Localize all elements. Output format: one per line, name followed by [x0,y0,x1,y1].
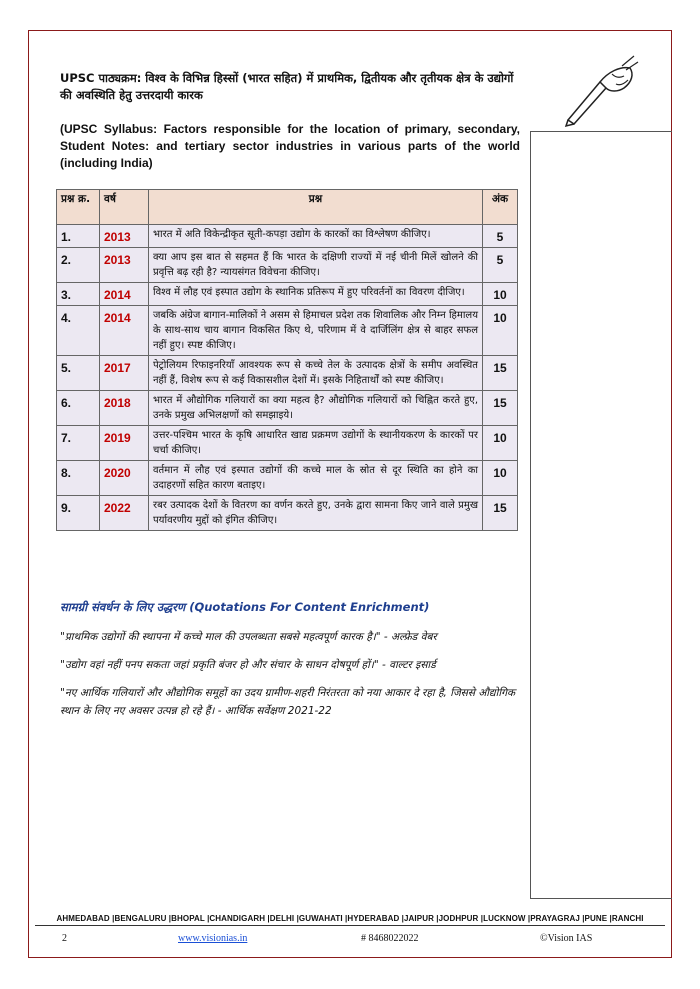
row-number: 8. [57,461,100,496]
pen-in-hand-icon [560,48,640,128]
website-link[interactable]: www.visionias.in [178,933,248,944]
row-question: जबकि अंग्रेज बागान-मालिकों ने असम से हिमाचल प्रदेश तक शिवालिक और निम्न हिमालय के साथ-साथ चाय बागान विकसित किए थे, परिणाम में वे दार्जिलिंग क्षेत्र से बाहर सफल नहीं हुए। स्पष्ट कीजिए। [149,306,483,356]
row-year: 2018 [100,391,149,426]
row-question: क्या आप इस बात से सहमत हैं कि भारत के दक्षिणी राज्यों में नई चीनी मिलें खोलने की प्रवृत्ति बढ़ रही है? न्यायसंगत विवेचना कीजिए। [149,248,483,283]
header-marks: अंक [483,190,518,225]
quote-item: "उद्योग वहां नहीं पनप सकता जहां प्रकृति बंजर हो और संचार के साधन दोषपूर्ण हों।" - वाल्टर इसार्ड [60,659,436,671]
row-number: 1. [57,225,100,248]
row-year: 2022 [100,496,149,531]
row-marks: 10 [483,426,518,461]
row-number: 5. [57,356,100,391]
header-question-no: प्रश्न क्र. [57,190,100,225]
copyright: ©Vision IAS [540,933,593,944]
quotations-heading: सामग्री संवर्धन के लिए उद्धरण (Quotations For Content Enrichment) [60,600,430,614]
table-row [57,283,518,306]
row-question: भारत में अति विकेन्द्रीकृत सूती-कपड़ा उद्योग के कारकों का विश्लेषण कीजिए। [149,225,483,248]
table-row [57,426,518,461]
row-number: 4. [57,306,100,356]
table-row [57,306,518,356]
row-number: 3. [57,283,100,306]
table-row [57,225,518,248]
row-question: उत्तर-पश्चिम भारत के कृषि आधारित खाद्य प्रक्रमण उद्योगों के स्थानीयकरण के कारकों पर चर्चा कीजिए। [149,426,483,461]
row-question: विश्व में लौह एवं इस्पात उद्योग के स्थानिक प्रतिरूप में हुए परिवर्तनों का विवरण दीजिए। [149,283,483,306]
page-title-english: (UPSC Syllabus: Factors responsible for the location of primary, secondary, Student Notes: and tertiary sector industries in various parts of the world (including India) [60,122,520,170]
row-number: 7. [57,426,100,461]
row-question: रबर उत्पादक देशों के वितरण का वर्णन करते हुए, उनके द्वारा सामना किए जाने वाले प्रमुख पर्यावरणीय मुद्दों को इंगित कीजिए। [149,496,483,531]
row-year: 2014 [100,283,149,306]
row-number: 6. [57,391,100,426]
row-marks: 5 [483,225,518,248]
row-marks: 15 [483,391,518,426]
footer-city-list: AHMEDABAD |BENGALURU |BHOPAL |CHANDIGARH |DELHI |GUWAHATI |HYDERABAD |JAIPUR |JODHPUR |LUCKNOW |PRAYAGRAJ |PUNE |RANCHI [56,914,644,923]
table-row [57,356,518,391]
row-year: 2020 [100,461,149,496]
page-number: 2 [62,933,67,944]
row-marks: 5 [483,248,518,283]
row-question: पेट्रोलियम रिफाइनरियाँ आवश्यक रूप से कच्चे तेल के उत्पादक क्षेत्रों के समीप अवस्थित नहीं हैं, विशेष रूप से कई विकासशील देशों में। इसके निहितार्थों को स्पष्ट कीजिए। [149,356,483,391]
row-year: 2013 [100,225,149,248]
pyq-table [56,189,518,531]
page-title-hindi: UPSC पाठ्यक्रम: विश्व के विभिन्न हिस्सों (भारत सहित) में प्राथमिक, द्वितीयक और तृतीयक क्षेत्र के उद्योगों की अवस्थिति हेतु उत्तरदायी कारक [60,71,514,102]
row-marks: 15 [483,496,518,531]
row-marks: 15 [483,356,518,391]
quote-item: "नए आर्थिक गलियारों और औद्योगिक समूहों का उदय ग्रामीण-शहरी निरंतरता को नया आकार दे रहा है, जिससे औद्योगिक स्थान के लिए नए अवसर उत्पन्न हो रहे हैं। - आर्थिक सर्वेक्षण 2021-22 [60,687,516,717]
table-header-row [57,190,518,225]
table-row [57,496,518,531]
row-year: 2019 [100,426,149,461]
quote-item: "प्राथमिक उद्योगों की स्थापना में कच्चे माल की उपलब्धता सबसे महत्वपूर्ण कारक है।" - अल्फ्रेड वेबर [60,631,437,643]
row-number: 9. [57,496,100,531]
table-row [57,391,518,426]
table-row [57,248,518,283]
header-year: वर्ष [100,190,149,225]
student-notes-box [530,131,672,899]
footer-divider [35,925,665,926]
row-year: 2017 [100,356,149,391]
row-year: 2014 [100,306,149,356]
row-number: 2. [57,248,100,283]
row-question: भारत में औद्योगिक गलियारों का क्या महत्व है? औद्योगिक गलियारों को चिह्नित करते हुए, उनके प्रमुख अभिलक्षणों को समझाइये। [149,391,483,426]
row-question: वर्तमान में लौह एवं इस्पात उद्योगों की कच्चे माल के स्रोत से दूर स्थिति का होने का उदाहरणों सहित कारण बताइए। [149,461,483,496]
row-marks: 10 [483,283,518,306]
header-question: प्रश्न [149,190,483,225]
phone-number: # 8468022022 [361,933,419,944]
table-row [57,461,518,496]
row-marks: 10 [483,306,518,356]
row-marks: 10 [483,461,518,496]
row-year: 2013 [100,248,149,283]
